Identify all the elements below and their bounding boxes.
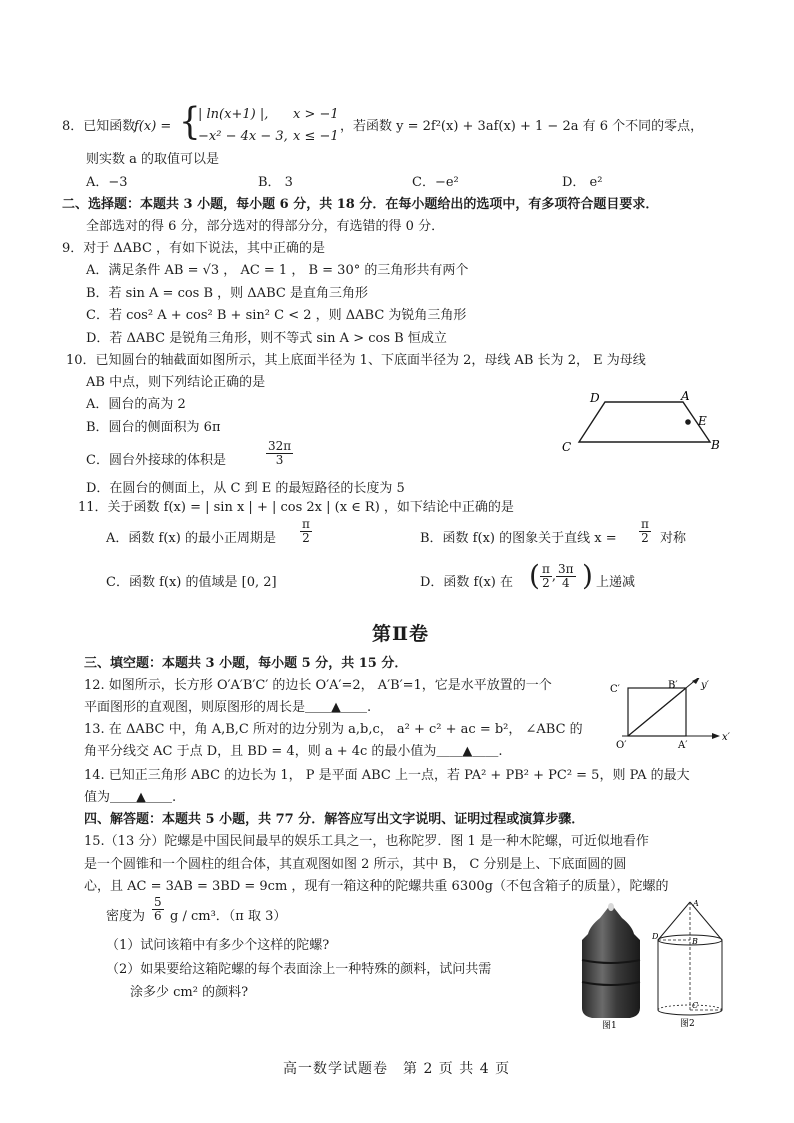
- q15-figure1-spinning-top-photo: [572, 900, 650, 1030]
- q8-piecewise-brace: {: [179, 100, 201, 144]
- q8-stem-condition: ，若函数 y = 2f²(x) + 3af(x) + 1 − 2a 有 6 个不同的零点，: [340, 119, 704, 134]
- section2-heading: 二、选择题：本题共 3 小题，每小题 6 分，共 18 分．在每小题给出的选项中，有多项符合题目要求．: [62, 197, 659, 212]
- q15-density-unit: g / cm³．（π 取 3）: [170, 909, 287, 924]
- q11-d-numerator2: 3π: [558, 562, 574, 576]
- label-y-axis: y′: [701, 680, 709, 691]
- q11-b-denominator: 2: [641, 531, 649, 545]
- q11-a-denominator: 2: [302, 531, 310, 545]
- q8-option-b: B． 3: [258, 175, 293, 190]
- q10-stem-line1: 10．已知圆台的轴截面如图所示，其上底面半径为 1、下底面半径为 2，母线 AB 长为 2， E 为母线: [66, 353, 646, 368]
- label-c: C: [562, 440, 572, 454]
- q11-option-b-fraction: [639, 518, 651, 545]
- q11-option-c: C．函数 f(x) 的值域是 [0, 2]: [106, 575, 277, 590]
- q9-option-d: D．若 ΔABC 是锐角三角形，则不等式 sin A > cos B 恒成立: [86, 331, 447, 346]
- q15-subquestion-1: （1）试问该箱中有多少个这样的陀螺?: [106, 938, 330, 953]
- q8-case2-condition: x ≤ −1: [293, 129, 339, 144]
- cone-left-edge: [658, 902, 690, 940]
- q11-option-b-text: B．函数 f(x) 的图象关于直线 x =: [420, 531, 617, 546]
- q11-d-close-paren: ): [582, 559, 593, 592]
- q11-stem: 11．关于函数 f(x) = | sin x | + | cos 2x | (x ∈ R) ，如下结论中正确的是: [78, 500, 514, 515]
- q15-density-label: 密度为: [106, 909, 146, 924]
- point-e-marker: [685, 419, 691, 425]
- label-e: E: [698, 414, 707, 428]
- q13-line1: 13. 在 ΔABC 中，角 A,B,C 所对的边分别为 a,b,c， a² + c² + ac = b²， ∠ABC 的: [84, 722, 583, 737]
- q11-option-a-text: A．函数 f(x) 的最小正周期是: [106, 531, 276, 546]
- q10-option-a: A．圆台的高为 2: [86, 397, 186, 412]
- q11-a-numerator: π: [302, 517, 310, 531]
- q13-line2: 角平分线交 AC 于点 D，且 BD = 4，则 a + 4c 的最小值为＿＿▲＿＿.: [84, 744, 503, 759]
- label-o-prime: O′: [616, 740, 627, 750]
- q8-option-c: C．−e²: [412, 175, 459, 190]
- q15-subquestion-2-line2: 涂多少 cm² 的颜料?: [130, 985, 249, 1000]
- q9-stem: 9．对于 ΔABC ，有如下说法，其中正确的是: [62, 241, 326, 256]
- section3-heading: 三、填空题：本题共 3 小题，每小题 5 分，共 15 分．: [84, 656, 408, 671]
- q8-stem-question: 则实数 a 的取值可以是: [86, 152, 220, 167]
- density-denominator: 6: [154, 909, 162, 923]
- x-axis-arrow: [712, 733, 720, 739]
- q8-option-d: D． e²: [562, 175, 603, 190]
- q11-option-d-interval: $\frac{\pi}{2}$ , $\frac{3\pi}{4}$: [542, 562, 574, 590]
- figure2-caption: 图2: [680, 1019, 695, 1029]
- q15-figure2-cone-cylinder-diagram: [652, 898, 732, 1030]
- part2-title: 第Ⅱ卷: [372, 623, 430, 645]
- q11-b-numerator: π: [641, 517, 649, 531]
- q15-line3: 心，且 AC = 3AB = 3BD = 9cm ，现有一箱这种的陀螺共重 6300g（不包含箱子的质量），陀螺的: [84, 879, 669, 894]
- q8-function-name: f(x) =: [134, 119, 172, 134]
- y-axis-line: [628, 678, 698, 736]
- fig2-label-b: B: [692, 937, 698, 946]
- label-c-prime: C′: [610, 684, 620, 695]
- q10-option-d: D．在圆台的侧面上，从 C 到 E 的最短路径的长度为 5: [86, 481, 405, 496]
- q9-option-a: A．满足条件 AB = √3 ， AC = 1 ， B = 30° 的三角形共有两个: [86, 263, 469, 278]
- q11-option-a-fraction: [300, 518, 312, 545]
- fig2-label-a: A: [693, 899, 699, 908]
- q12-line2: 平面图形的直观图，则原图形的周长是＿＿▲＿＿.: [84, 700, 372, 715]
- q11-d-open-paren: (: [529, 559, 540, 592]
- q10-option-b: B．圆台的侧面积为 6π: [86, 420, 221, 435]
- q11-option-b-suffix: 对称: [660, 531, 687, 546]
- q11-d-numerator1: π: [542, 562, 550, 576]
- q14-line2: 值为＿＿▲＿＿.: [84, 790, 177, 805]
- q11-option-d-text: D．函数 f(x) 在: [420, 575, 513, 590]
- label-b: B: [711, 438, 720, 452]
- q8-stem-label: 8．已知函数: [62, 119, 136, 134]
- q15-line2: 是一个圆锥和一个圆柱的组合体，其直观图如图 2 所示，其中 B， C 分别是上、下底面圆的圆: [84, 857, 627, 872]
- q11-d-denominator2: 4: [561, 576, 570, 590]
- figure1-caption: 图1: [602, 1021, 617, 1030]
- label-d: D: [590, 391, 600, 405]
- q10-c-denominator: 3: [275, 453, 284, 467]
- q10-option-c-fraction: [266, 440, 293, 467]
- section4-heading: 四、解答题：本题共 5 小题，共 77 分．解答应写出文字说明、证明过程或演算步骤．: [84, 812, 585, 827]
- page-footer: 高一数学试题卷 第 2 页 共 4 页: [283, 1061, 511, 1077]
- q10-frustum-section-figure: [555, 388, 730, 456]
- q12-oblique-rectangle-figure: [604, 678, 754, 750]
- q15-subquestion-2-line1: （2）如果要给这箱陀螺的每个表面涂上一种特殊的颜料，试问共需: [106, 962, 492, 977]
- q8-case1-condition: x > −1: [293, 107, 339, 122]
- q15-line1: 15.（13 分）陀螺是中国民间最早的娱乐工具之一，也称陀罗．图 1 是一种木陀螺，可近似地看作: [84, 834, 649, 849]
- q11-option-d-suffix: 上递减: [596, 575, 636, 590]
- q8-option-a: A．−3: [86, 175, 128, 190]
- q8-case1-expression: | ln(x+1) |,: [198, 107, 269, 122]
- label-a: A: [681, 389, 690, 403]
- q10-option-c-text: C．圆台外接球的体积是: [86, 453, 226, 468]
- y-axis-arrow: [692, 678, 700, 684]
- q10-c-numerator: 32π: [268, 439, 292, 453]
- q11-d-denominator1: 2: [542, 576, 550, 590]
- q9-option-c: C．若 cos² A + cos² B + sin² C < 2 ，则 ΔABC 为锐角三角形: [86, 308, 467, 323]
- q12-line1: 12. 如图所示，长方形 O′A′B′C′ 的边长 O′A′=2， A′B′=1，它是水平放置的一个: [84, 678, 552, 693]
- spinning-top-tip: [608, 903, 614, 911]
- fig2-label-d: D: [652, 932, 659, 941]
- bottom-base-front-arc: [658, 1010, 722, 1015]
- q15-density-fraction: [152, 896, 164, 923]
- q8-case2-expression: −x² − 4x − 3,: [198, 129, 288, 144]
- density-numerator: 5: [154, 895, 162, 909]
- label-b-prime: B′: [668, 680, 678, 691]
- fig2-label-c: C: [692, 1001, 699, 1010]
- q10-stem-line2: AB 中点，则下列结论正确的是: [86, 375, 266, 390]
- label-x-axis: x′: [722, 732, 730, 743]
- q9-option-b: B．若 sin A = cos B ，则 ΔABC 是直角三角形: [86, 286, 368, 301]
- q14-line1: 14. 已知正三角形 ABC 的边长为 1， P 是平面 ABC 上一点，若 PA² + PB² + PC² = 5，则 PA 的最大: [84, 768, 690, 783]
- label-a-prime: A′: [678, 740, 688, 750]
- section2-scoring: 全部选对的得 6 分，部分选对的得部分分，有选错的得 0 分．: [86, 219, 445, 234]
